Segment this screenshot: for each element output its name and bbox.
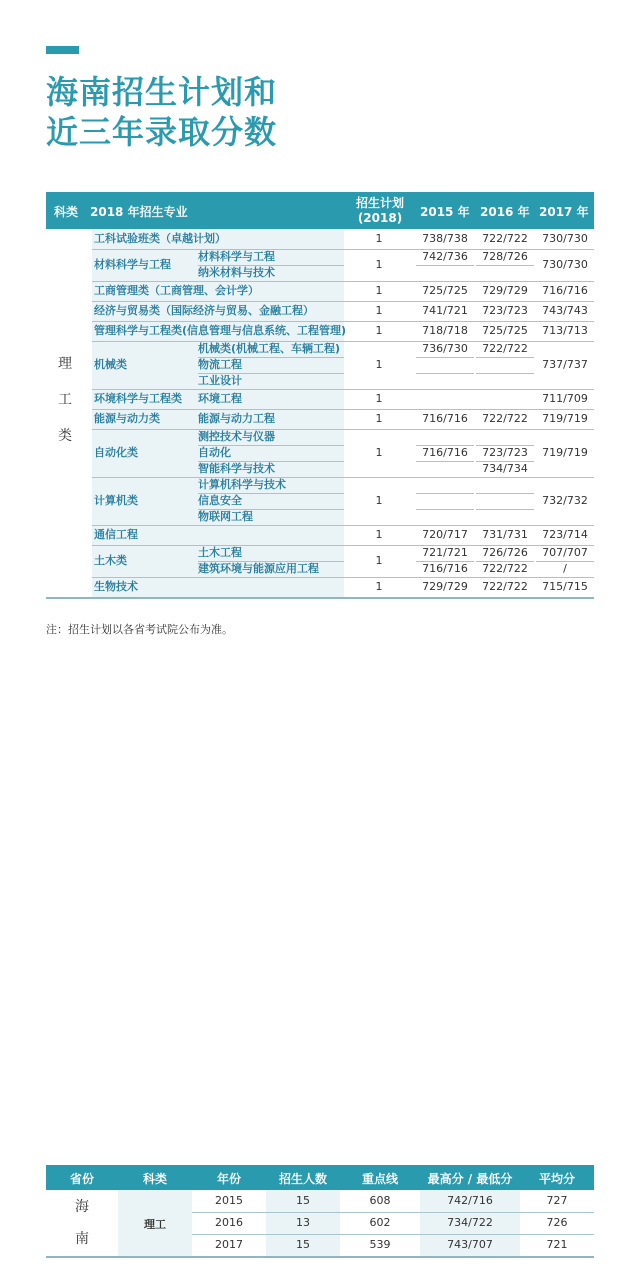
score-2015: 718/718: [422, 324, 468, 337]
score-2015: 716/716: [422, 412, 468, 425]
header-2017: 2017 年: [539, 205, 589, 219]
score-row-divider: [476, 265, 534, 266]
plan-count: 1: [375, 284, 383, 297]
score-2015: 720/717: [422, 528, 468, 541]
score-row-divider: [416, 357, 474, 358]
score-2017: 723/714: [542, 528, 588, 541]
major-group-name: 经济与贸易类（国际经济与贸易、金融工程）: [94, 304, 314, 317]
major-sub-name: 土木工程: [198, 546, 242, 559]
major-group-name: 工科试验班类（卓越计划）: [94, 232, 226, 245]
score-cell: 727: [546, 1194, 568, 1207]
score-2015: 729/729: [422, 580, 468, 593]
major-group-name: 计算机类: [94, 494, 138, 507]
plan-count: 1: [375, 528, 383, 541]
table-row-divider: [92, 389, 594, 390]
score-2017: 716/716: [542, 284, 588, 297]
score-2015: 725/725: [422, 284, 468, 297]
score-2016: 728/726: [482, 250, 528, 263]
score-2016: 723/723: [482, 304, 528, 317]
score-2017: 715/715: [542, 580, 588, 593]
score-header-cell: 年份: [216, 1172, 241, 1186]
plan-count: 1: [375, 446, 383, 459]
page-title-line1: 海南招生计划和: [46, 73, 278, 111]
plan-count: 1: [375, 412, 383, 425]
admission-plan-table: [46, 192, 594, 599]
category-char: 类: [58, 428, 72, 444]
score-header-cell: 最高分 / 最低分: [427, 1172, 513, 1186]
major-group-name: 自动化类: [94, 446, 138, 459]
score-header-cell: 省份: [69, 1172, 94, 1186]
table-row-divider: [92, 429, 594, 430]
score-2015: 716/716: [422, 446, 468, 459]
title-accent-bar: [46, 46, 79, 54]
score-table-bottom: [46, 1256, 594, 1258]
score-row-divider: [192, 1234, 594, 1235]
major-group-name: 管理科学与工程类(信息管理与信息系统、工程管理): [94, 324, 347, 337]
major-sub-name: 智能科学与技术: [198, 462, 275, 475]
score-2015: 741/721: [422, 304, 468, 317]
table-row-divider: [92, 409, 594, 410]
province-char: 南: [75, 1231, 89, 1247]
admission-plan-table-header: [46, 192, 594, 229]
score-2017: 730/730: [542, 232, 588, 245]
plan-count: 1: [375, 494, 383, 507]
table-row-divider: [92, 477, 594, 478]
major-sub-name: 纳米材料与技术: [198, 266, 275, 279]
category-char: 理: [58, 356, 72, 372]
score-row-divider: [416, 493, 474, 494]
score-2016: 725/725: [482, 324, 528, 337]
score-2016: 722/722: [482, 232, 528, 245]
score-row-divider: [416, 461, 474, 462]
major-group-name: 生物技术: [94, 580, 138, 593]
plan-count: 1: [375, 232, 383, 245]
score-2017: 719/719: [542, 446, 588, 459]
plan-count: 1: [375, 324, 383, 337]
page-title-line2: 近三年录取分数: [46, 113, 278, 151]
score-2016: 722/722: [482, 342, 528, 355]
score-header-cell: 招生人数: [278, 1172, 327, 1186]
major-sub-name: 自动化: [198, 446, 231, 459]
score-cell: 602: [369, 1216, 391, 1229]
score-cell: 15: [296, 1238, 310, 1251]
score-cell: 2015: [215, 1194, 243, 1207]
plan-count: 1: [375, 258, 383, 271]
score-2015: 716/716: [422, 562, 468, 575]
major-group-name: 环境科学与工程类: [94, 392, 182, 405]
page-title: [46, 72, 277, 152]
plan-count: 1: [375, 358, 383, 371]
score-header-cell: 平均分: [538, 1172, 575, 1186]
score-cell: 734/722: [447, 1216, 493, 1229]
score-2016: 722/722: [482, 580, 528, 593]
score-2015: 721/721: [422, 546, 468, 559]
header-plan-line1: 招生计划: [355, 196, 404, 210]
plan-count: 1: [375, 580, 383, 593]
province-char: 海: [75, 1199, 89, 1215]
major-sub-name: 测控技术与仪器: [198, 430, 275, 443]
score-row-divider: [476, 493, 534, 494]
score-2016: 729/729: [482, 284, 528, 297]
score-row-divider: [416, 373, 474, 374]
score-cell: 539: [369, 1238, 391, 1251]
score-cell: 726: [546, 1216, 568, 1229]
header-plan-line2: (2018): [357, 211, 403, 225]
score-2017: 711/709: [542, 392, 588, 405]
score-row-divider: [192, 1212, 594, 1213]
major-sub-name: 工业设计: [198, 374, 242, 387]
header-category: 科类: [54, 205, 79, 219]
major-group-name: 通信工程: [94, 528, 138, 541]
header-major: 2018 年招生专业: [90, 205, 188, 219]
score-2015: 742/736: [422, 250, 468, 263]
score-row-divider: [476, 509, 534, 510]
score-row-divider: [476, 357, 534, 358]
major-sub-name: 计算机科学与技术: [198, 478, 286, 491]
score-row-divider: [416, 265, 474, 266]
score-table-header: [46, 1165, 594, 1190]
major-sub-name: 机械类(机械工程、车辆工程): [198, 342, 341, 355]
major-sub-name: 信息安全: [198, 494, 242, 507]
table-row-divider: [92, 301, 594, 302]
plan-count: 1: [375, 554, 383, 567]
score-2017: 743/743: [542, 304, 588, 317]
score-2016: 726/726: [482, 546, 528, 559]
category-value: 理工: [144, 1218, 166, 1231]
major-sub-name: 能源与动力工程: [198, 412, 275, 425]
header-2016: 2016 年: [480, 205, 530, 219]
score-2016: 722/722: [482, 562, 528, 575]
score-2017: 713/713: [542, 324, 588, 337]
score-2015: 738/738: [422, 232, 468, 245]
score-2017: 719/719: [542, 412, 588, 425]
score-2017: /: [563, 562, 567, 575]
header-plan: [350, 194, 410, 225]
score-2016: 723/723: [482, 446, 528, 459]
major-group-name: 能源与动力类: [94, 412, 160, 425]
score-2017: 737/737: [542, 358, 588, 371]
major-sub-name: 环境工程: [198, 392, 242, 405]
score-cell: 721: [546, 1238, 568, 1251]
category-char: 工: [58, 392, 72, 408]
score-2015: 736/730: [422, 342, 468, 355]
table-row-divider: [92, 525, 594, 526]
score-cell: 608: [369, 1194, 391, 1207]
score-2016: 734/734: [482, 462, 528, 475]
score-2016: 731/731: [482, 528, 528, 541]
table-row-divider: [92, 577, 594, 578]
footnote: 注：招生计划以各省考试院公布为准。: [46, 623, 233, 636]
plan-count: 1: [375, 304, 383, 317]
plan-count: 1: [375, 392, 383, 405]
score-row-divider: [476, 373, 534, 374]
score-row-divider: [416, 509, 474, 510]
score-2017: 732/732: [542, 494, 588, 507]
major-sub-name: 物流工程: [198, 358, 242, 371]
table-row-divider: [92, 281, 594, 282]
table-row-divider: [92, 321, 594, 322]
header-2015: 2015 年: [420, 205, 470, 219]
table-bottom-border: [46, 597, 594, 599]
score-cell: 742/716: [447, 1194, 493, 1207]
major-group-name: 工商管理类（工商管理、会计学）: [94, 284, 259, 297]
score-cell: 2016: [215, 1216, 243, 1229]
score-2017: 730/730: [542, 258, 588, 271]
major-sub-name: 建筑环境与能源应用工程: [198, 562, 319, 575]
major-group-name: 机械类: [94, 358, 127, 371]
major-group-name: 土木类: [94, 554, 127, 567]
score-cell: 15: [296, 1194, 310, 1207]
score-cell: 2017: [215, 1238, 243, 1251]
score-2017: 707/707: [542, 546, 588, 559]
major-group-name: 材料科学与工程: [94, 258, 171, 271]
score-table: [46, 1165, 594, 1257]
major-sub-name: 材料科学与工程: [198, 250, 275, 263]
score-header-cell: 科类: [142, 1172, 167, 1186]
score-header-cell: 重点线: [361, 1172, 398, 1186]
score-cell: 13: [296, 1216, 310, 1229]
major-sub-name: 物联网工程: [198, 510, 253, 523]
score-cell: 743/707: [447, 1238, 493, 1251]
score-2016: 722/722: [482, 412, 528, 425]
